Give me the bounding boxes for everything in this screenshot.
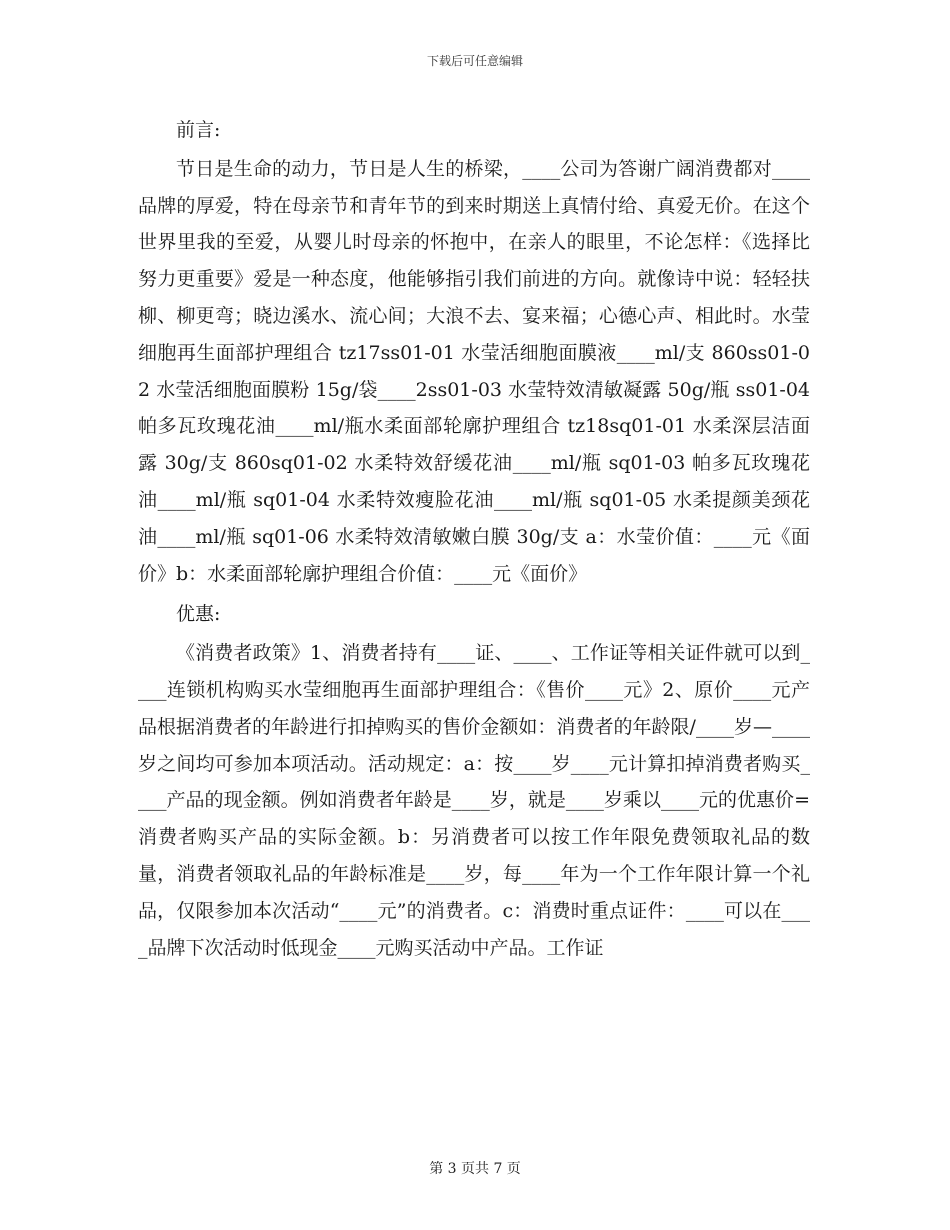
document-body	[138, 112, 810, 966]
page-number: 第 3 页共 7 页	[429, 1161, 521, 1177]
section-heading-preface: 前言:	[176, 119, 221, 141]
preface-paragraph: 节日是生命的动力，节日是人生的桥梁，____公司为答谢广阔消费都对____品牌的厚爱，特在母亲节和青年节的到来时期送上真情付给、真爱无价。在这个世界里我的至爱，从婴儿时母亲的怀抱中，在亲人的眼里，不论怎样：《选择比努力更重要》爱是一种态度，他能够指引我们前进的方向。就像诗中说：轻轻扶柳、柳更弯；晓边溪水、流心间；大浪不去、宴来福；心德心声、相此时。水莹细胞再生面部护理组合 tz17ss01-01 水莹活细胞面膜液____ml/支 860ss01-02 水莹活细胞面膜粉 15g/袋____2ss01-03 水莹特效清敏凝露 50g/瓶 ss01-04 帕多瓦玫瑰花油____ml/瓶水柔面部轮廓护理组合 tz18sq01-01 水柔深层洁面露 30g/支 860sq01-02 水柔特效舒缓花油____ml/瓶 sq01-03 帕多瓦玫瑰花油____ml/瓶 sq01-04 水柔特效瘦脸花油____ml/瓶 sq01-05 水柔提颜美颈花油____ml/瓶 sq01-06 水柔特效清敏嫩白膜 30g/支 a：水莹价值：____元《面价》b：水柔面部轮廓护理组合价值：____元《面价》	[138, 157, 810, 585]
discount-paragraph: 《消费者政策》1、消费者持有____证、____、工作证等相关证件就可以到____连锁机构购买水莹细胞再生面部护理组合：《售价____元》2、原价____元产品根据消费者的年龄进行扣掉购买的售价金额如：消费者的年龄限/____岁—____岁之间均可参加本项活动。活动规定：a：按____岁____元计算扣掉消费者购买____产品的现金额。例如消费者年龄是____岁，就是____岁乘以____元的优惠价=消费者购买产品的实际金额。b：另消费者可以按工作年限免费领取礼品的数量，消费者领取礼品的年龄标准是____岁，每____年为一个工作年限计算一个礼品，仅限参加本次活动“____元”的消费者。c：消费时重点证件：____可以在____品牌下次活动时低现金____元购买活动中产品。工作证	[138, 642, 810, 959]
page-header: 下载后可任意编辑	[426, 54, 523, 68]
section-heading-discount: 优惠:	[176, 603, 221, 626]
